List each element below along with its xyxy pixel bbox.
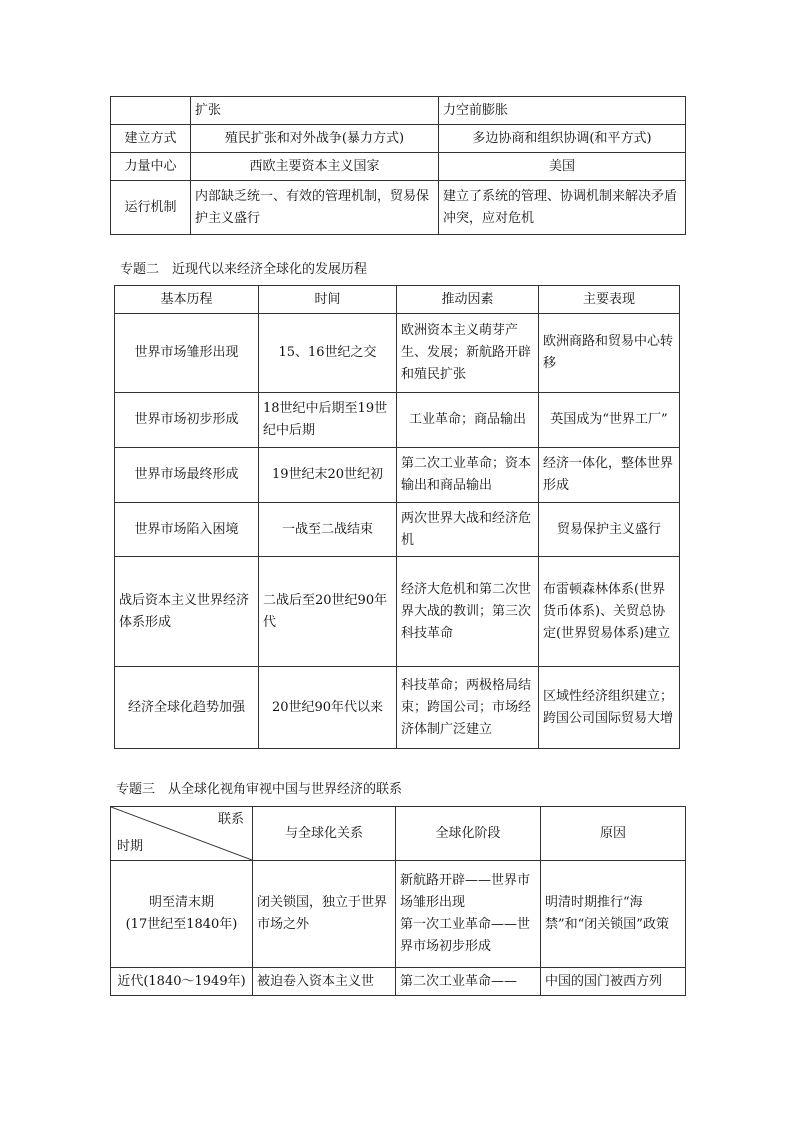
column-header: 原因 (541, 807, 686, 861)
table-header-row (111, 807, 686, 861)
table-row (111, 125, 686, 153)
table-cell: 运行机制 (111, 181, 191, 235)
table-cell: 一战至二战结束 (259, 503, 397, 557)
table-cell: 20世纪90年代以来 (259, 667, 397, 749)
table-cell: 力量中心 (111, 153, 191, 181)
table-row (111, 153, 686, 181)
table-cell: 扩张 (191, 97, 439, 125)
table-cell: 新航路开辟——世界市场雏形出现 第一次工业革命——世界市场初步形成 (396, 861, 541, 968)
table-cell: 区域性经济组织建立；跨国公司国际贸易大增 (539, 667, 680, 749)
table-row (115, 667, 680, 749)
table-cell: 世界市场最终形成 (115, 448, 259, 503)
diagonal-header-top: 联系 (217, 812, 244, 827)
table-cell: 多边协商和组织协调(和平方式) (439, 125, 686, 153)
table-cell: 经济大危机和第二次世界大战的教训；第三次科技革命 (397, 557, 539, 667)
column-header: 时间 (259, 286, 397, 314)
table-cell: 科技革命；两极格局结束；跨国公司；市场经济体制广泛建立 (397, 667, 539, 749)
table-row (115, 314, 680, 393)
china-world-table (110, 806, 686, 996)
table-row (111, 861, 686, 968)
table-cell: 殖民扩张和对外战争(暴力方式) (191, 125, 439, 153)
table-header-row (115, 286, 680, 314)
table-cell: 中国的国门被西方列 (541, 968, 686, 996)
table-cell: 内部缺乏统一、有效的管理机制，贸易保护主义盛行 (191, 181, 439, 235)
column-header: 基本历程 (115, 286, 259, 314)
table-cell: 18世纪中后期至19世纪中后期 (259, 393, 397, 448)
table-cell: 世界市场雏形出现 (115, 314, 259, 393)
table-cell: 经济全球化趋势加强 (115, 667, 259, 749)
table-cell: 战后资本主义世界经济体系形成 (115, 557, 259, 667)
section-heading: 专题二 近现代以来经济全球化的发展历程 (120, 262, 368, 277)
table-cell: 第二次工业革命—— (396, 968, 541, 996)
section-heading: 专题三 从全球化视角审视中国与世界经济的联系 (116, 782, 403, 797)
column-header: 与全球化关系 (253, 807, 396, 861)
table-row (111, 181, 686, 235)
table-cell: 建立了系统的管理、协调机制来解决矛盾冲突，应对危机 (439, 181, 686, 235)
table-cell: 被迫卷入资本主义世 (253, 968, 396, 996)
table-row (115, 448, 680, 503)
column-header: 推动因素 (397, 286, 539, 314)
table-cell: 力空前膨胀 (439, 97, 686, 125)
table-cell: 欧洲商路和贸易中心转移 (539, 314, 680, 393)
table-cell: 美国 (439, 153, 686, 181)
table-cell: 西欧主要资本主义国家 (191, 153, 439, 181)
column-header: 全球化阶段 (396, 807, 541, 861)
table-cell: 经济一体化，整体世界形成 (539, 448, 680, 503)
table-cell: 19世纪末20世纪初 (259, 448, 397, 503)
table-cell: 两次世界大战和经济危机 (397, 503, 539, 557)
table-row (115, 503, 680, 557)
table-cell: 英国成为“世界工厂” (539, 393, 680, 448)
table-row (111, 968, 686, 996)
history-table (114, 285, 680, 749)
table-cell: 贸易保护主义盛行 (539, 503, 680, 557)
table-cell: 近代(1840～1949年) (111, 968, 253, 996)
column-header: 主要表现 (539, 286, 680, 314)
table-cell: 明至清末期 (17世纪至1840年) (111, 861, 253, 968)
table-cell: 世界市场陷入困境 (115, 503, 259, 557)
table-cell: 闭关锁国，独立于世界市场之外 (253, 861, 396, 968)
table-cell: 工业革命；商品输出 (397, 393, 539, 448)
diagonal-header-bottom: 时期 (117, 839, 144, 854)
table-cell: 欧洲资本主义萌芽产生、发展；新航路开辟和殖民扩张 (397, 314, 539, 393)
table-cell: 15、16世纪之交 (259, 314, 397, 393)
table-row (115, 557, 680, 667)
table-row (111, 97, 686, 125)
table-cell (111, 97, 191, 125)
table-cell: 建立方式 (111, 125, 191, 153)
comparison-table (110, 96, 686, 235)
table-row (115, 393, 680, 448)
table-cell: 二战后至20世纪90年代 (259, 557, 397, 667)
table-cell: 布雷顿森林体系(世界货币体系)、关贸总协定(世界贸易体系)建立 (539, 557, 680, 667)
table-cell: 明清时期推行“海禁”和“闭关锁国”政策 (541, 861, 686, 968)
diagonal-header-cell (111, 807, 253, 861)
table-cell: 第二次工业革命；资本输出和商品输出 (397, 448, 539, 503)
table-cell: 世界市场初步形成 (115, 393, 259, 448)
